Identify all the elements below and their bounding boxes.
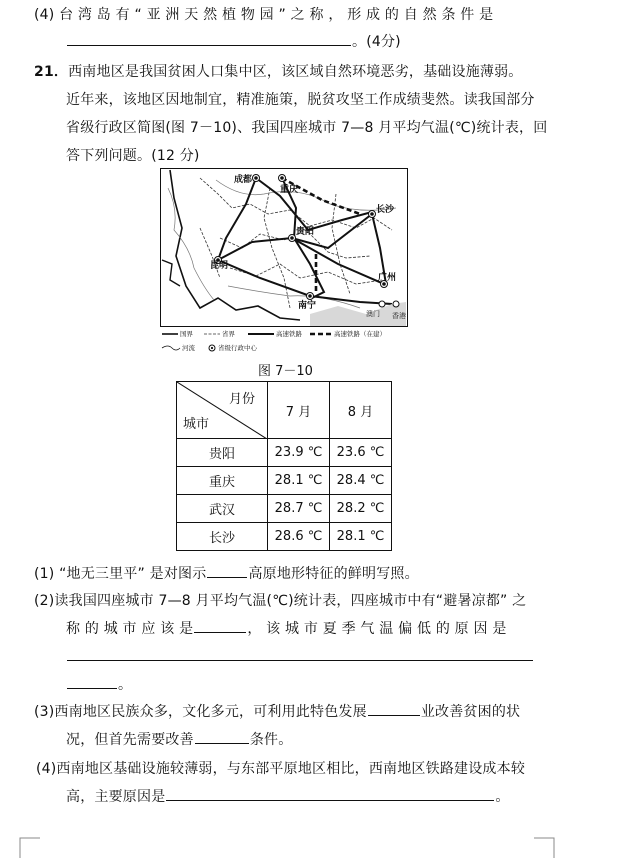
sub3-line2: [66, 729, 292, 749]
sub2-text-1: (2)读我国四座城市 7—8 月平均气温(℃)统计表，四座城市中有“避暑凉都” 之: [34, 593, 527, 609]
sub3-text-1b: 业改善贫困的状: [420, 704, 521, 720]
answer-blank[interactable]: [195, 729, 249, 744]
table-row: [177, 439, 392, 467]
q21-line3: [66, 117, 547, 137]
legend-guojie: 国界: [180, 330, 193, 338]
sub2-line4: [66, 674, 132, 694]
answer-blank[interactable]: [67, 31, 351, 46]
sub2-end: 。: [118, 677, 133, 693]
map-city-guangzhou: 广州: [378, 273, 397, 283]
legend-shengji: 省级行政中心: [218, 344, 257, 352]
map-city-nanning: 南宁: [298, 301, 317, 311]
map-city-chengdu: 成都: [234, 175, 253, 185]
row-city: 重庆: [177, 467, 268, 495]
corner-mark-left: [18, 836, 40, 858]
row-city: 长沙: [177, 523, 268, 551]
row-jul: 23.9 ℃: [268, 439, 330, 467]
sub1-before: (1) “地无三里平” 是对图示: [34, 566, 207, 582]
row-jul: 28.7 ℃: [268, 495, 330, 523]
sub4-end: 。: [495, 789, 510, 805]
row-aug: 28.4 ℃: [330, 467, 392, 495]
corner-mark-right: [534, 836, 556, 858]
map-city-aomen: 澳门: [366, 310, 380, 318]
map-city-changsha: 长沙: [376, 205, 395, 215]
table-row: [177, 495, 392, 523]
table-row: [177, 467, 392, 495]
q4-prev-line1: [34, 4, 534, 24]
answer-blank[interactable]: [67, 646, 533, 661]
sub4-text-2a: 高，主要原因是: [66, 789, 166, 805]
row-aug: 28.1 ℃: [330, 523, 392, 551]
q4-prev-points: 。(4分): [352, 34, 401, 50]
sub3-line1: [34, 701, 520, 721]
sub4-text-1: (4)西南地区基础设施较薄弱，与东部平原地区相比，西南地区铁路建设成本较: [36, 761, 526, 777]
province-map: [160, 168, 408, 356]
q21-intro-3: 省级行政区简图(图 7－10)、我国四座城市 7—8 月平均气温(℃)统计表，回: [66, 120, 548, 136]
sub3-text-2b: 条件。: [249, 732, 293, 748]
answer-blank[interactable]: [194, 618, 246, 633]
sub1-after: 高原地形特征的鲜明写照。: [248, 566, 419, 582]
legend-shengjie: 省界: [222, 330, 235, 338]
sub1-line: [34, 563, 419, 583]
map-city-xianggang: 香港: [392, 312, 406, 320]
q4-prev-text: (4) 台 湾 岛 有 “ 亚 洲 天 然 植 物 园 ” 之 称 ， 形 成 的 自 然 条 件 是: [34, 7, 494, 23]
row-city: 贵阳: [177, 439, 268, 467]
q21-line2: [66, 89, 535, 109]
legend-gaosu: 高速铁路: [276, 330, 302, 338]
q21-intro-2: 近年来，该地区因地制宜，精准施策，脱贫攻坚工作成绩斐然。读我国部分: [66, 92, 535, 108]
legend-gaosu-jianshe: 高速铁路（在建）: [334, 330, 386, 338]
table-row: [177, 523, 392, 551]
map-city-guiyang: 贵阳: [296, 227, 315, 237]
sub2-text-2b: ， 该 城 市 夏 季 气 温 偏 低 的 原 因 是: [247, 621, 507, 637]
map-city-chongqing: 重庆: [280, 185, 299, 195]
q21-line1: [34, 61, 523, 81]
temperature-table: [176, 381, 392, 551]
row-jul: 28.6 ℃: [268, 523, 330, 551]
row-aug: 28.2 ℃: [330, 495, 392, 523]
sub4-line1: [36, 758, 525, 778]
q21-number: 21．: [34, 64, 69, 80]
row-city: 武汉: [177, 495, 268, 523]
sub2-line1: [34, 590, 526, 610]
header-aug: 8 月: [330, 382, 392, 439]
header-month: 月份: [228, 392, 255, 407]
sub2-text-2a: 称 的 城 市 应 该 是: [66, 621, 194, 637]
row-jul: 28.1 ℃: [268, 467, 330, 495]
answer-blank[interactable]: [368, 701, 420, 716]
q21-line4: [66, 145, 200, 165]
map-city-kunming: 昆明: [210, 261, 229, 271]
figure-caption: 图 7－10: [258, 364, 313, 379]
sub3-text-1a: (3)西南地区民族众多，文化多元，可利用此特色发展: [34, 704, 367, 720]
answer-blank[interactable]: [166, 786, 494, 801]
legend-heliu: 河流: [182, 344, 195, 352]
header-jul: 7 月: [268, 382, 330, 439]
header-city: 城市: [183, 417, 210, 432]
sub3-text-2a: 况，但首先需要改善: [66, 732, 194, 748]
q21-intro-1: 西南地区是我国贫困人口集中区，该区域自然环境恶劣，基础设施薄弱。: [68, 64, 523, 80]
sub2-line3: [66, 646, 534, 665]
table-header-corner: [177, 382, 268, 439]
q21-intro-4: 答下列问题。(12 分): [66, 148, 200, 164]
q4-prev-line2: [66, 31, 401, 51]
sub4-line2: [66, 786, 510, 806]
answer-blank[interactable]: [67, 674, 117, 689]
answer-blank[interactable]: [207, 563, 247, 578]
sub2-line2: [66, 618, 507, 638]
row-aug: 23.6 ℃: [330, 439, 392, 467]
